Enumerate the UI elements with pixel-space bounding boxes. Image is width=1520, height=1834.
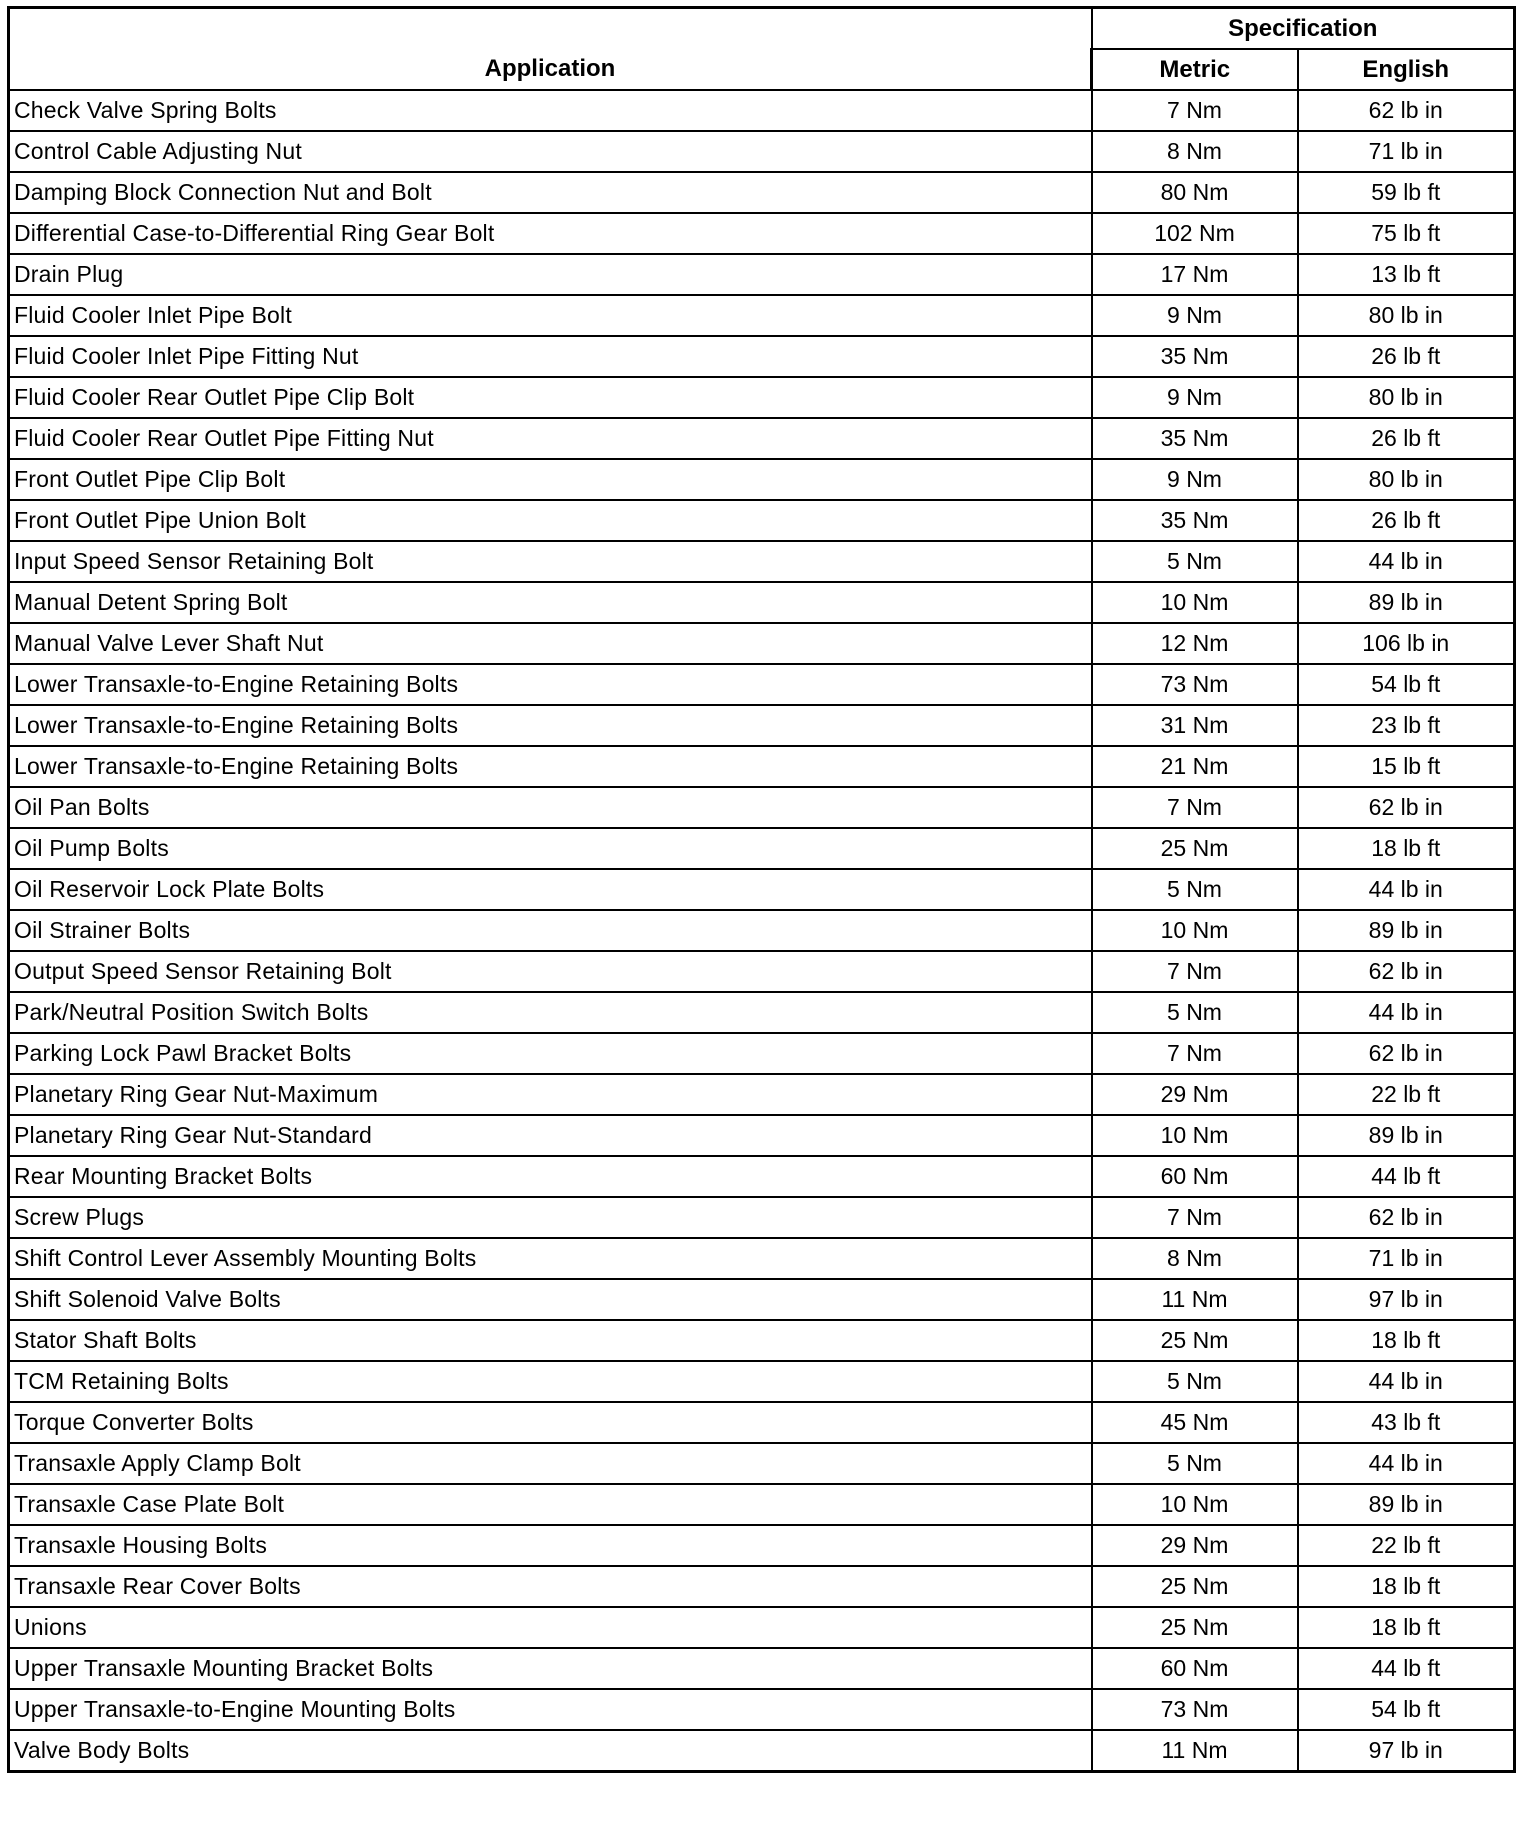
metric-cell: 25 Nm [1092,1566,1298,1607]
english-cell: 26 lb ft [1298,500,1515,541]
metric-cell: 5 Nm [1092,1443,1298,1484]
table-row [9,295,1515,336]
table-row [9,418,1515,459]
table-row [9,1566,1515,1607]
metric-cell: 35 Nm [1092,418,1298,459]
english-cell: 44 lb in [1298,1361,1515,1402]
metric-cell: 5 Nm [1092,1361,1298,1402]
table-row [9,131,1515,172]
english-cell: 80 lb in [1298,459,1515,500]
table-row [9,1730,1515,1772]
metric-cell: 25 Nm [1092,1320,1298,1361]
metric-cell: 10 Nm [1092,910,1298,951]
english-column-header: English [1298,49,1515,90]
metric-cell: 10 Nm [1092,1484,1298,1525]
application-cell: Unions [9,1607,1092,1648]
table-row [9,1525,1515,1566]
english-cell: 44 lb in [1298,1443,1515,1484]
table-row [9,1484,1515,1525]
metric-cell: 8 Nm [1092,1238,1298,1279]
table-row [9,1074,1515,1115]
application-cell: Lower Transaxle-to-Engine Retaining Bolts [9,664,1092,705]
table-row [9,1279,1515,1320]
metric-cell: 7 Nm [1092,90,1298,131]
application-cell: Input Speed Sensor Retaining Bolt [9,541,1092,582]
metric-cell: 25 Nm [1092,828,1298,869]
metric-cell: 9 Nm [1092,459,1298,500]
english-cell: 62 lb in [1298,1033,1515,1074]
table-row [9,705,1515,746]
metric-cell: 8 Nm [1092,131,1298,172]
application-cell: Parking Lock Pawl Bracket Bolts [9,1033,1092,1074]
english-cell: 13 lb ft [1298,254,1515,295]
english-cell: 62 lb in [1298,90,1515,131]
table-body [9,90,1515,1772]
application-cell: Lower Transaxle-to-Engine Retaining Bolts [9,746,1092,787]
table-row [9,1648,1515,1689]
table-row [9,459,1515,500]
metric-cell: 73 Nm [1092,664,1298,705]
table-row [9,336,1515,377]
application-cell: Upper Transaxle Mounting Bracket Bolts [9,1648,1092,1689]
english-cell: 106 lb in [1298,623,1515,664]
table-row [9,1320,1515,1361]
application-cell: Manual Valve Lever Shaft Nut [9,623,1092,664]
application-cell: Stator Shaft Bolts [9,1320,1092,1361]
application-cell: Control Cable Adjusting Nut [9,131,1092,172]
english-cell: 62 lb in [1298,1197,1515,1238]
table-row [9,787,1515,828]
metric-cell: 29 Nm [1092,1074,1298,1115]
metric-cell: 60 Nm [1092,1648,1298,1689]
application-cell: Oil Strainer Bolts [9,910,1092,951]
torque-specification-table [7,6,1516,1773]
metric-cell: 5 Nm [1092,541,1298,582]
metric-cell: 35 Nm [1092,336,1298,377]
application-cell: Transaxle Apply Clamp Bolt [9,1443,1092,1484]
metric-cell: 31 Nm [1092,705,1298,746]
table-row [9,1238,1515,1279]
english-cell: 23 lb ft [1298,705,1515,746]
table-row [9,1607,1515,1648]
application-cell: Front Outlet Pipe Clip Bolt [9,459,1092,500]
table-row [9,869,1515,910]
english-cell: 44 lb in [1298,869,1515,910]
application-cell: Shift Solenoid Valve Bolts [9,1279,1092,1320]
table-row [9,951,1515,992]
metric-cell: 7 Nm [1092,1197,1298,1238]
application-cell: TCM Retaining Bolts [9,1361,1092,1402]
metric-cell: 80 Nm [1092,172,1298,213]
specification-group-header: Specification [1092,8,1515,50]
table-row [9,910,1515,951]
metric-cell: 12 Nm [1092,623,1298,664]
table-row [9,172,1515,213]
english-cell: 62 lb in [1298,787,1515,828]
english-cell: 62 lb in [1298,951,1515,992]
english-cell: 26 lb ft [1298,336,1515,377]
english-cell: 54 lb ft [1298,1689,1515,1730]
english-cell: 97 lb in [1298,1730,1515,1772]
application-cell: Torque Converter Bolts [9,1402,1092,1443]
table-row [9,1197,1515,1238]
application-cell: Transaxle Rear Cover Bolts [9,1566,1092,1607]
metric-cell: 9 Nm [1092,295,1298,336]
application-column-header: Application [9,8,1092,91]
application-cell: Oil Reservoir Lock Plate Bolts [9,869,1092,910]
application-cell: Output Speed Sensor Retaining Bolt [9,951,1092,992]
application-cell: Fluid Cooler Rear Outlet Pipe Fitting Nut [9,418,1092,459]
application-cell: Differential Case-to-Differential Ring Gear Bolt [9,213,1092,254]
table-row [9,582,1515,623]
english-cell: 80 lb in [1298,377,1515,418]
metric-cell: 7 Nm [1092,787,1298,828]
table-row [9,541,1515,582]
application-cell: Rear Mounting Bracket Bolts [9,1156,1092,1197]
metric-cell: 7 Nm [1092,1033,1298,1074]
table-row [9,992,1515,1033]
english-cell: 71 lb in [1298,131,1515,172]
table-row [9,500,1515,541]
application-cell: Oil Pan Bolts [9,787,1092,828]
metric-cell: 60 Nm [1092,1156,1298,1197]
table-row [9,1115,1515,1156]
application-cell: Damping Block Connection Nut and Bolt [9,172,1092,213]
metric-cell: 9 Nm [1092,377,1298,418]
application-cell: Transaxle Case Plate Bolt [9,1484,1092,1525]
english-cell: 75 lb ft [1298,213,1515,254]
english-cell: 22 lb ft [1298,1074,1515,1115]
english-cell: 22 lb ft [1298,1525,1515,1566]
english-cell: 89 lb in [1298,582,1515,623]
english-cell: 18 lb ft [1298,1320,1515,1361]
table-row [9,746,1515,787]
application-cell: Oil Pump Bolts [9,828,1092,869]
english-cell: 89 lb in [1298,1115,1515,1156]
application-cell: Upper Transaxle-to-Engine Mounting Bolts [9,1689,1092,1730]
application-cell: Lower Transaxle-to-Engine Retaining Bolts [9,705,1092,746]
table-row [9,1689,1515,1730]
application-cell: Planetary Ring Gear Nut-Standard [9,1115,1092,1156]
application-cell: Drain Plug [9,254,1092,295]
english-cell: 71 lb in [1298,1238,1515,1279]
metric-cell: 11 Nm [1092,1279,1298,1320]
metric-cell: 25 Nm [1092,1607,1298,1648]
metric-cell: 5 Nm [1092,869,1298,910]
english-cell: 18 lb ft [1298,828,1515,869]
metric-cell: 29 Nm [1092,1525,1298,1566]
english-cell: 44 lb ft [1298,1648,1515,1689]
metric-cell: 7 Nm [1092,951,1298,992]
english-cell: 97 lb in [1298,1279,1515,1320]
english-cell: 18 lb ft [1298,1607,1515,1648]
metric-cell: 5 Nm [1092,992,1298,1033]
application-cell: Transaxle Housing Bolts [9,1525,1092,1566]
application-cell: Fluid Cooler Rear Outlet Pipe Clip Bolt [9,377,1092,418]
table-row [9,90,1515,131]
table-row [9,254,1515,295]
application-cell: Valve Body Bolts [9,1730,1092,1772]
table-row [9,623,1515,664]
table-row [9,377,1515,418]
table-row [9,1033,1515,1074]
table-header [9,8,1515,91]
english-cell: 44 lb in [1298,992,1515,1033]
english-cell: 80 lb in [1298,295,1515,336]
english-cell: 43 lb ft [1298,1402,1515,1443]
english-cell: 59 lb ft [1298,172,1515,213]
english-cell: 15 lb ft [1298,746,1515,787]
metric-cell: 73 Nm [1092,1689,1298,1730]
table-row [9,1402,1515,1443]
application-cell: Planetary Ring Gear Nut-Maximum [9,1074,1092,1115]
application-cell: Park/Neutral Position Switch Bolts [9,992,1092,1033]
english-cell: 89 lb in [1298,910,1515,951]
table-row [9,828,1515,869]
application-cell: Screw Plugs [9,1197,1092,1238]
metric-cell: 35 Nm [1092,500,1298,541]
header-row-top [9,8,1515,50]
english-cell: 44 lb ft [1298,1156,1515,1197]
metric-cell: 10 Nm [1092,1115,1298,1156]
english-cell: 89 lb in [1298,1484,1515,1525]
metric-cell: 21 Nm [1092,746,1298,787]
metric-cell: 45 Nm [1092,1402,1298,1443]
table-row [9,1361,1515,1402]
metric-cell: 17 Nm [1092,254,1298,295]
table-row [9,213,1515,254]
application-cell: Check Valve Spring Bolts [9,90,1092,131]
english-cell: 18 lb ft [1298,1566,1515,1607]
metric-cell: 10 Nm [1092,582,1298,623]
table-row [9,1156,1515,1197]
table-row [9,664,1515,705]
metric-cell: 102 Nm [1092,213,1298,254]
application-cell: Fluid Cooler Inlet Pipe Fitting Nut [9,336,1092,377]
application-cell: Manual Detent Spring Bolt [9,582,1092,623]
table-row [9,1443,1515,1484]
metric-column-header: Metric [1092,49,1298,90]
application-cell: Shift Control Lever Assembly Mounting Bolts [9,1238,1092,1279]
metric-cell: 11 Nm [1092,1730,1298,1772]
english-cell: 26 lb ft [1298,418,1515,459]
application-cell: Fluid Cooler Inlet Pipe Bolt [9,295,1092,336]
application-cell: Front Outlet Pipe Union Bolt [9,500,1092,541]
english-cell: 44 lb in [1298,541,1515,582]
english-cell: 54 lb ft [1298,664,1515,705]
